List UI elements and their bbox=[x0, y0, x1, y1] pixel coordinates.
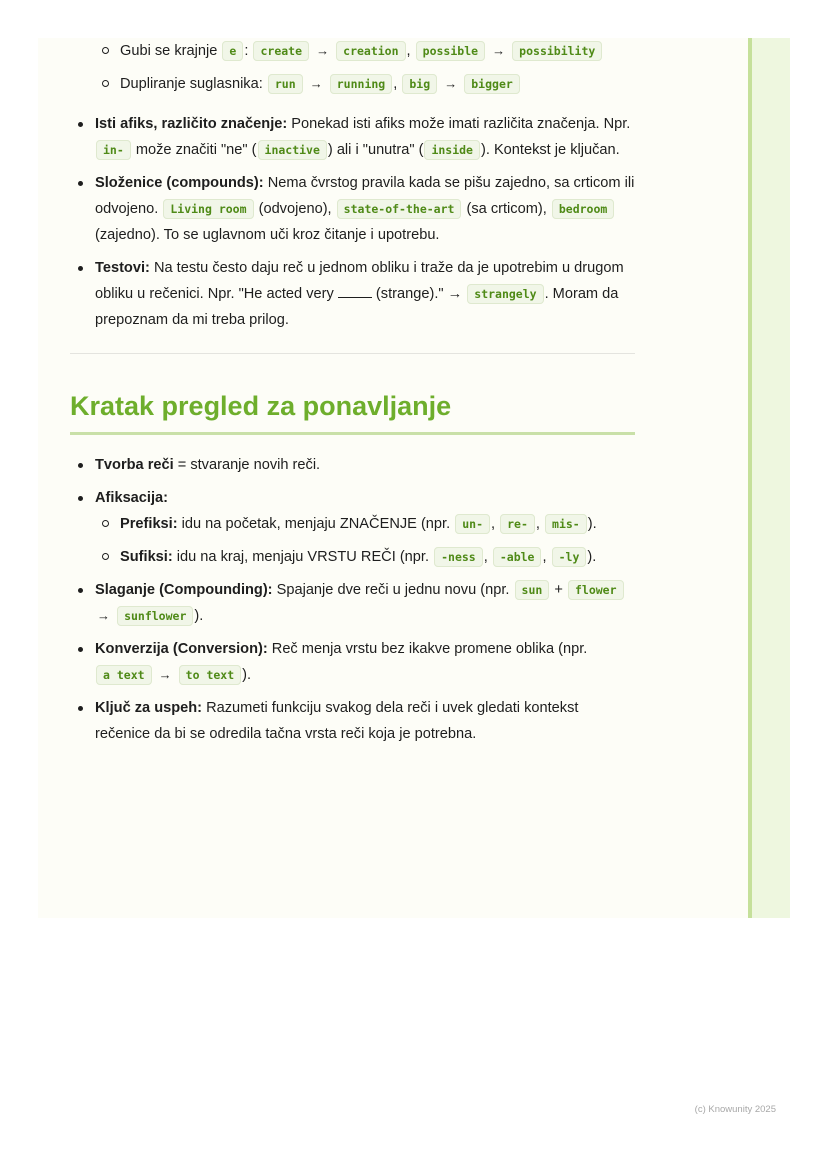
bullet-label: Konverzija (Conversion): bbox=[95, 641, 268, 657]
footer-copyright: (c) Knowunity 2025 bbox=[694, 1104, 776, 1115]
code-big: big bbox=[402, 74, 437, 94]
bullet-text: Na testu često daju reč u jednom obliku i traže da je upotrebim u drugom obliku u rečenici. Npr. "He acted very bbox=[95, 260, 624, 302]
punct-comma: , bbox=[406, 43, 411, 59]
bullet-text: Ponekad isti afiks može imati različita značenja. Npr. bbox=[291, 116, 631, 132]
bullet-text: (sa crticom), bbox=[466, 201, 547, 217]
code-strangely: strangely bbox=[467, 284, 543, 304]
code-create: create bbox=[253, 41, 309, 61]
punct-comma: , bbox=[535, 516, 540, 532]
code-run: run bbox=[268, 74, 303, 94]
item-text: Gubi se krajnje bbox=[120, 43, 218, 59]
code-to-text: to text bbox=[179, 665, 241, 685]
code-running: running bbox=[330, 74, 392, 94]
code-living-room: Living room bbox=[163, 199, 253, 219]
bullet-label: Isti afiks, različito značenje: bbox=[95, 116, 288, 132]
arrow-icon: → bbox=[316, 43, 330, 58]
bullet-label: Prefiksi: bbox=[120, 516, 178, 532]
bullet-text: Nema čvrstog pravila kada se pišu zajedno, sa crticom ili odvojeno. bbox=[95, 175, 635, 217]
code-e: e bbox=[222, 41, 243, 61]
code-un: un- bbox=[455, 514, 490, 534]
sublist-prefixes bbox=[95, 511, 635, 537]
code-ly: -ly bbox=[552, 547, 587, 567]
bullet-affix bbox=[70, 111, 635, 163]
summary-list bbox=[70, 452, 635, 747]
document-content bbox=[70, 38, 635, 754]
code-able: -able bbox=[493, 547, 542, 567]
bullets-list bbox=[70, 111, 635, 333]
bullet-label: Tvorba reči bbox=[95, 457, 174, 473]
bullet-text: idu na početak, menjaju ZNAČENJE (npr. bbox=[181, 516, 451, 532]
bullet-text: ). bbox=[194, 608, 204, 624]
item-text: Dupliranje suglasnika: bbox=[120, 76, 263, 92]
bullet-label: Afiksacija: bbox=[95, 490, 169, 506]
arrow-icon: → bbox=[158, 667, 172, 682]
intro-sublist bbox=[70, 38, 635, 97]
arrow-icon: → bbox=[97, 608, 110, 623]
punct-comma: , bbox=[393, 76, 398, 92]
bullet-text: Razumeti funkciju svakog dela reči i uvek gledati kontekst rečenice da bi se odredila tačna vrsta reči koja je potrebna. bbox=[95, 700, 579, 742]
section-title: Kratak pregled za ponavljanje bbox=[70, 388, 635, 435]
code-a-text: a text bbox=[96, 665, 152, 685]
summary-key bbox=[70, 695, 635, 747]
bullet-label: Slaganje (Compounding): bbox=[95, 582, 273, 598]
code-bedroom: bedroom bbox=[552, 199, 614, 219]
code-creation: creation bbox=[336, 41, 405, 61]
list-item-doubling bbox=[70, 71, 635, 97]
code-state-of-the-art: state-of-the-art bbox=[337, 199, 462, 219]
fill-in-blank bbox=[338, 283, 372, 298]
bullet-compounds bbox=[70, 170, 635, 248]
code-bigger: bigger bbox=[464, 74, 520, 94]
bullet-label: Testovi: bbox=[95, 260, 150, 276]
bullet-text: (strange)." → bbox=[375, 286, 463, 302]
bullet-text: = stvaranje novih reči. bbox=[177, 457, 321, 473]
punct-comma: , bbox=[491, 516, 496, 532]
code-mis: mis- bbox=[545, 514, 587, 534]
bullet-text: ). bbox=[242, 667, 252, 683]
bullet-text: ) ali i "unutra" ( bbox=[327, 142, 424, 158]
code-re: re- bbox=[500, 514, 535, 534]
bullet-label: Složenice (compounds): bbox=[95, 175, 264, 191]
punct-colon: : bbox=[244, 43, 249, 59]
arrow-icon: → bbox=[492, 43, 506, 58]
bullet-text: (zajedno). To se uglavnom uči kroz čitanje i upotrebu. bbox=[95, 227, 440, 243]
bullet-text: ). bbox=[587, 516, 597, 532]
punct-comma: , bbox=[483, 549, 488, 565]
affixation-sublist bbox=[95, 511, 635, 570]
plus-sign: + bbox=[554, 582, 563, 598]
bullet-text: (odvojeno), bbox=[258, 201, 332, 217]
code-inside: inside bbox=[424, 140, 480, 160]
code-sunflower: sunflower bbox=[117, 606, 193, 626]
summary-compounding bbox=[70, 577, 635, 629]
bullet-text: ). Kontekst je ključan. bbox=[480, 142, 620, 158]
arrow-icon: → bbox=[309, 76, 323, 91]
bullet-text: Reč menja vrstu bez ikakve promene oblika (npr. bbox=[271, 641, 588, 657]
bullet-text: Spajanje dve reči u jednu novu (npr. bbox=[276, 582, 510, 598]
code-inactive: inactive bbox=[258, 140, 327, 160]
code-flower: flower bbox=[568, 580, 624, 600]
bullet-text: može značiti "ne" ( bbox=[135, 142, 257, 158]
bullet-tests bbox=[70, 255, 635, 333]
bullet-label: Ključ za uspeh: bbox=[95, 700, 203, 716]
sidebar-panel bbox=[748, 38, 790, 918]
summary-affixation bbox=[70, 485, 635, 570]
bullet-text: idu na kraj, menjaju VRSTU REČI (npr. bbox=[176, 549, 430, 565]
code-possible: possible bbox=[416, 41, 485, 61]
code-sun: sun bbox=[515, 580, 550, 600]
arrow-icon: → bbox=[444, 76, 458, 91]
bullet-text: . Moram da prepoznam da mi treba prilog. bbox=[95, 286, 619, 328]
bullet-label: Sufiksi: bbox=[120, 549, 173, 565]
sublist-suffixes bbox=[95, 544, 635, 570]
summary-formation bbox=[70, 452, 635, 478]
bullet-text: ). bbox=[587, 549, 597, 565]
summary-conversion bbox=[70, 636, 635, 688]
code-possibility: possibility bbox=[512, 41, 602, 61]
list-item-lost-ending bbox=[70, 38, 635, 64]
section-divider bbox=[70, 353, 635, 354]
code-in: in- bbox=[96, 140, 131, 160]
code-ness: -ness bbox=[434, 547, 483, 567]
punct-comma: , bbox=[542, 549, 547, 565]
